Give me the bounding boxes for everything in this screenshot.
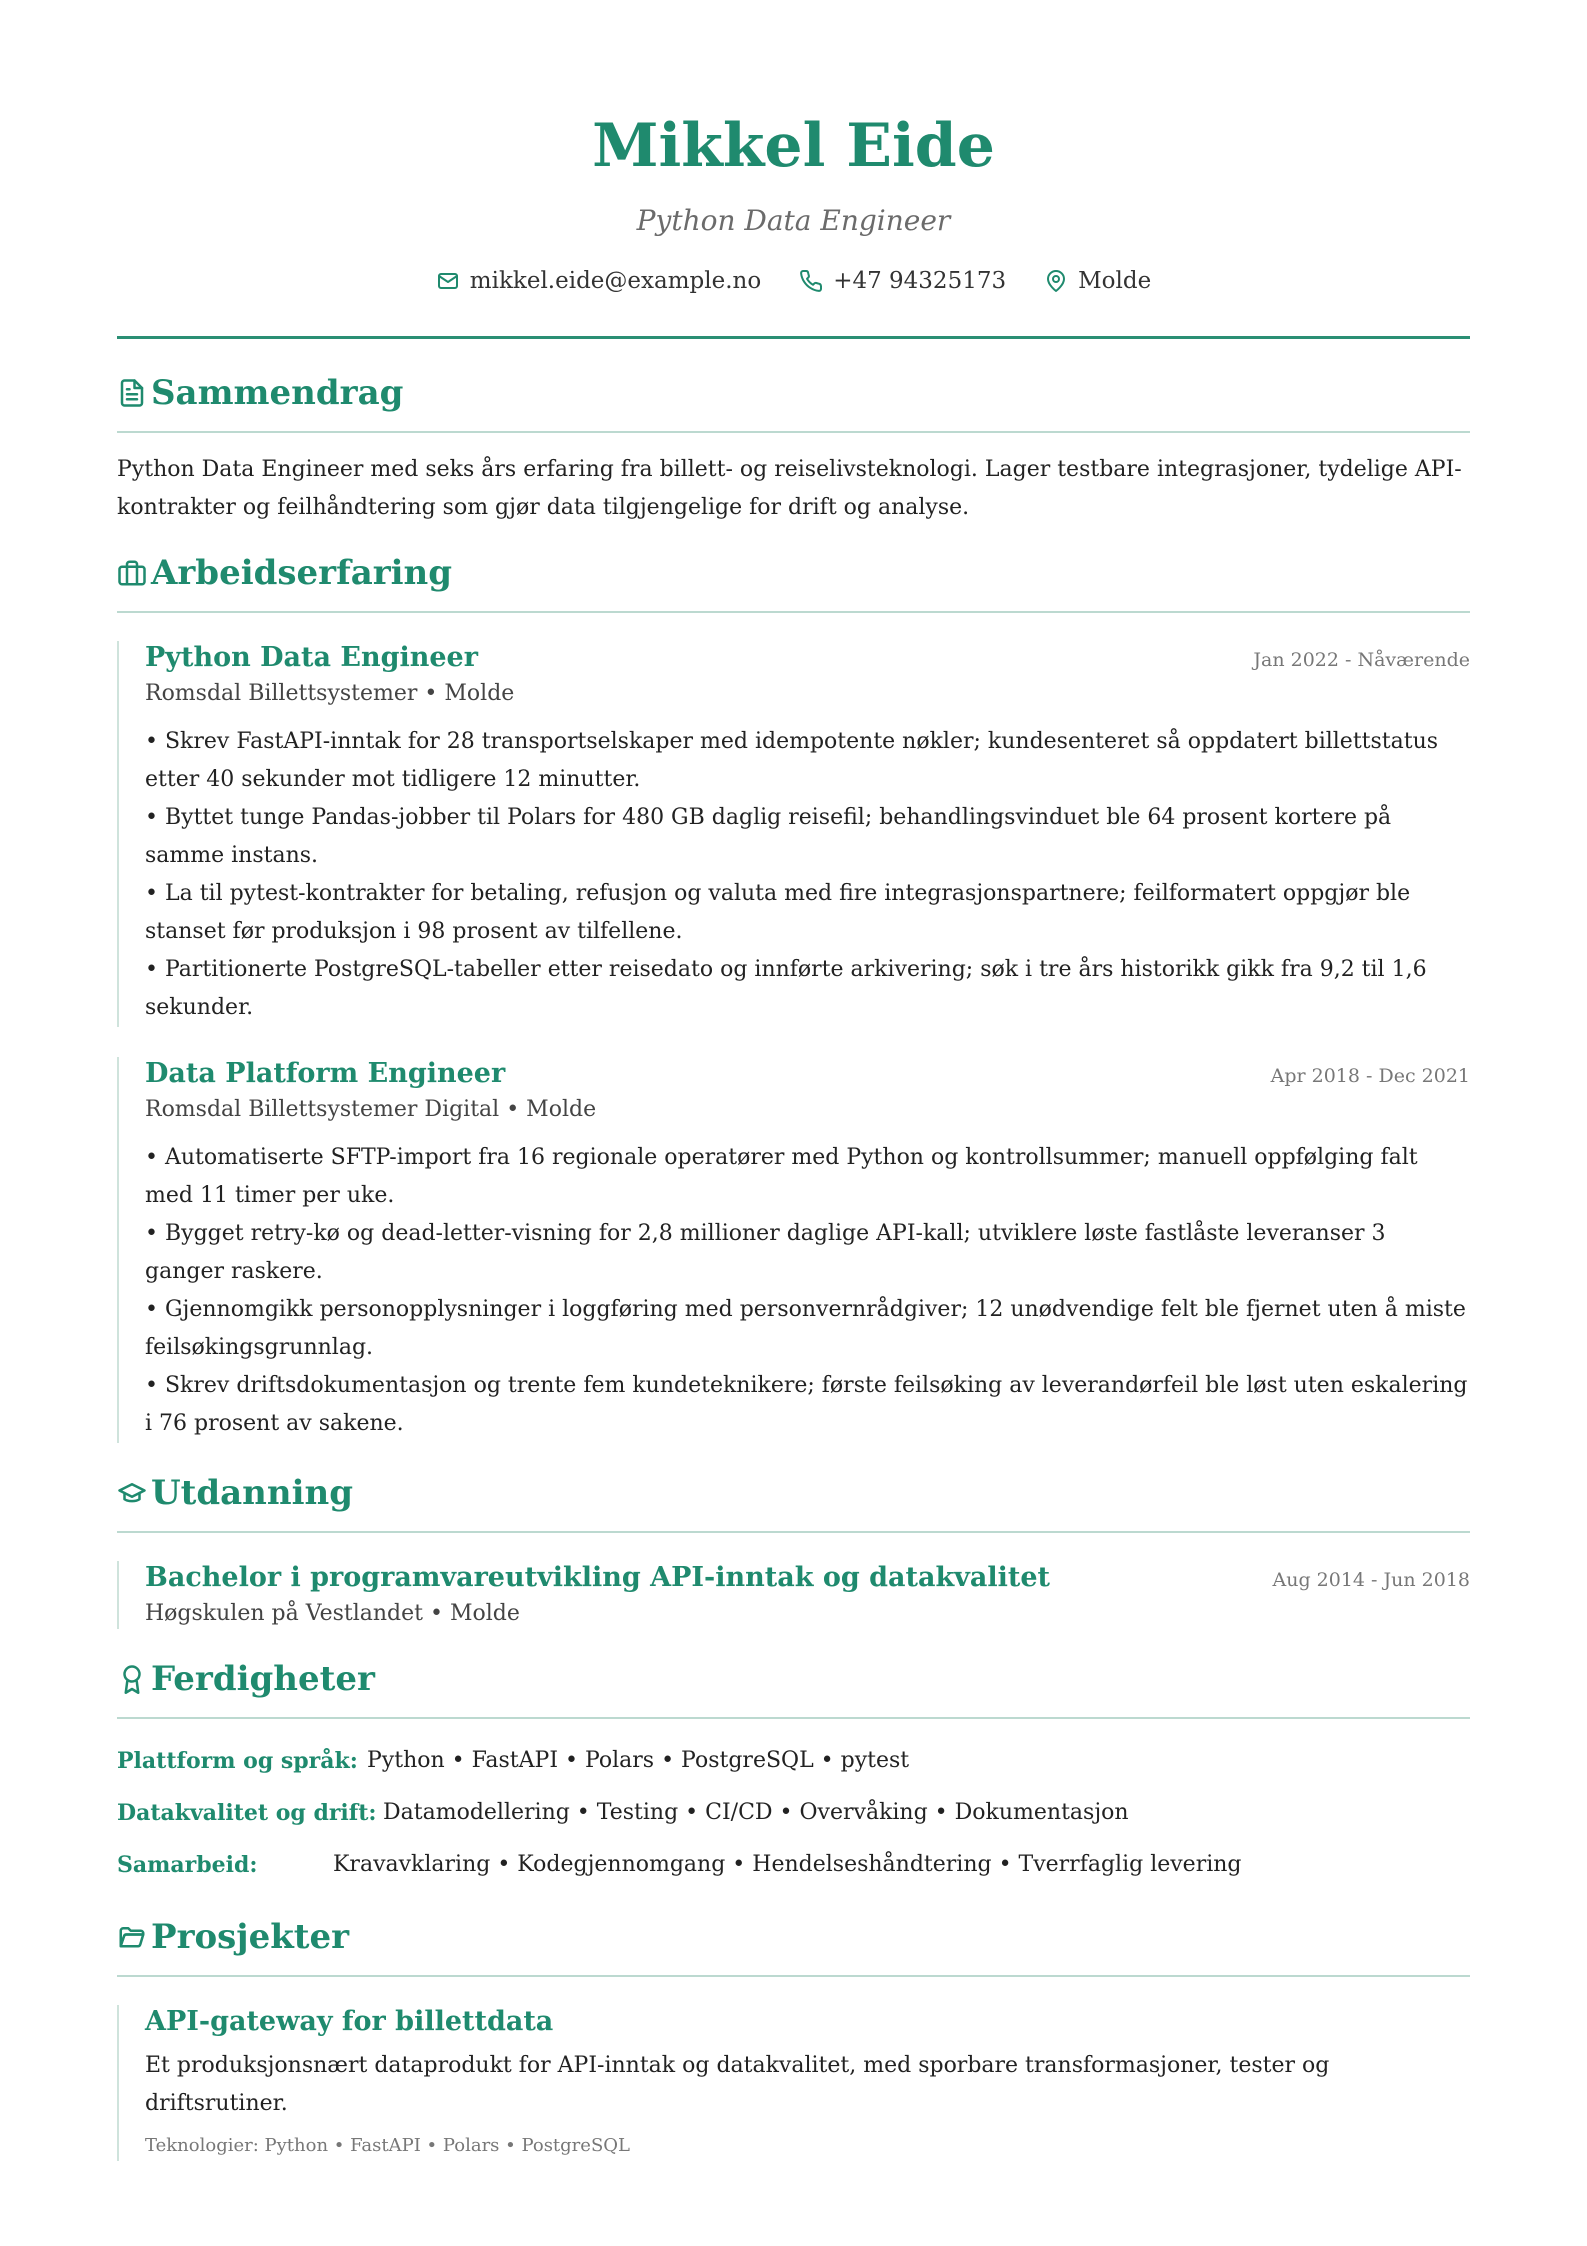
bullet-item: • Partitionerte PostgreSQL-tabeller etter reisedato og innførte arkivering; søk i tre års historikk gikk fra 9,2 til 1,6 sekunder. bbox=[145, 957, 1427, 1020]
skill-items: Kravavklaring • Kodegjennomgang • Hendelseshåndtering • Tverrfaglig levering bbox=[333, 1852, 1242, 1877]
degree-title: Bachelor i programvareutvikling API-inntak og datakvalitet bbox=[145, 1562, 1050, 1593]
summary-heading: Sammendrag bbox=[151, 373, 404, 413]
header-divider bbox=[117, 336, 1470, 339]
bullet-item: • Gjennomgikk personopplysninger i loggføring med personvernrådgiver; 12 unødvendige felt ble fjernet uten å miste feilsøkingsgrunnlag. bbox=[145, 1297, 1466, 1360]
skills-list bbox=[117, 1735, 1470, 1891]
bullet-item: • Byttet tunge Pandas-jobber til Polars for 480 GB daglig reisefil; behandlingsvinduet ble 64 prosent kortere på samme instans. bbox=[145, 805, 1392, 868]
document-icon bbox=[117, 378, 147, 408]
map-pin-icon bbox=[1044, 269, 1068, 293]
skills-heading: Ferdigheter bbox=[151, 1659, 375, 1699]
phone-icon bbox=[799, 269, 823, 293]
job-bullets bbox=[145, 723, 1470, 1027]
email-text: mikkel.eide@example.no bbox=[469, 268, 762, 294]
skill-row bbox=[117, 1787, 1470, 1839]
bullet-item: • Automatiserte SFTP-import fra 16 regionale operatører med Python og kontrollsummer; manuell oppfølging falt med 11 timer per uke. bbox=[145, 1145, 1418, 1208]
contact-email[interactable] bbox=[436, 266, 761, 296]
bullet-item: • Skrev FastAPI-inntak for 28 transportselskaper med idempotente nøkler; kundesenteret så oppdatert billettstatus etter 40 sekunder mot tidligere 12 minutter. bbox=[145, 729, 1439, 792]
job-entry bbox=[117, 641, 1470, 1027]
job-title: Python Data Engineer bbox=[636, 204, 951, 237]
job-dates: Apr 2018 - Dec 2021 bbox=[1270, 1065, 1470, 1087]
summary-text: Python Data Engineer med seks års erfaring fra billett- og reiselivsteknologi. Lager testbare integrasjoner, tydelige API-kontrakter og feilhåndtering som gjør data tilgjengelige for drift og analyse. bbox=[117, 457, 1462, 520]
skills-section bbox=[117, 1659, 1470, 1891]
location-text: Molde bbox=[1078, 268, 1152, 294]
projects-section bbox=[117, 1917, 1470, 2161]
education-dates: Aug 2014 - Jun 2018 bbox=[1272, 1569, 1470, 1591]
summary-section bbox=[117, 373, 1470, 527]
skill-label: Samarbeid: bbox=[117, 1852, 258, 1878]
section-heading bbox=[117, 1659, 1470, 1719]
skill-items: Datamodellering • Testing • CI/CD • Overvåking • Dokumentasjon bbox=[383, 1800, 1129, 1825]
skill-label: Datakvalitet og drift: bbox=[117, 1800, 377, 1826]
job-company: Romsdal Billettsystemer • Molde bbox=[145, 681, 515, 706]
person-name: Mikkel Eide bbox=[592, 111, 995, 181]
skill-row bbox=[117, 1839, 1470, 1891]
skill-label: Plattform og språk: bbox=[117, 1748, 358, 1774]
skill-row bbox=[117, 1735, 1470, 1787]
contact-info bbox=[117, 266, 1470, 296]
section-heading bbox=[117, 1473, 1470, 1533]
award-icon bbox=[117, 1664, 147, 1694]
job-title: Data Platform Engineer bbox=[145, 1058, 506, 1089]
project-title: API-gateway for billettdata bbox=[145, 2006, 554, 2037]
folder-icon bbox=[117, 1922, 147, 1952]
job-dates: Jan 2022 - Nåværende bbox=[1253, 649, 1470, 671]
skill-items: Python • FastAPI • Polars • PostgreSQL • pytest bbox=[367, 1748, 910, 1773]
bullet-item: • Bygget retry-kø og dead-letter-visning for 2,8 millioner daglige API-kall; utviklere løste fastlåste leveranser 3 ganger raskere. bbox=[145, 1221, 1386, 1284]
school-name: Høgskulen på Vestlandet • Molde bbox=[145, 1601, 520, 1626]
contact-phone[interactable] bbox=[799, 266, 1006, 296]
project-tech: Teknologier: Python • FastAPI • Polars • PostgreSQL bbox=[145, 2135, 630, 2156]
job-bullets bbox=[145, 1139, 1470, 1443]
mail-icon bbox=[436, 269, 460, 293]
briefcase-icon bbox=[117, 558, 147, 588]
education-heading: Utdanning bbox=[151, 1473, 354, 1513]
experience-section bbox=[117, 553, 1470, 1443]
section-heading bbox=[117, 553, 1470, 613]
resume-header bbox=[117, 0, 1470, 339]
bullet-item: • La til pytest-kontrakter for betaling, refusjon og valuta med fire integrasjonspartnere; feilformatert oppgjør ble stanset før produksjon i 98 prosent av tilfellene. bbox=[145, 881, 1411, 944]
phone-text: +47 94325173 bbox=[833, 268, 1007, 294]
job-entry bbox=[117, 1057, 1470, 1443]
section-heading bbox=[117, 1917, 1470, 1977]
job-title: Python Data Engineer bbox=[145, 642, 478, 673]
education-section bbox=[117, 1473, 1470, 1629]
section-heading bbox=[117, 373, 1470, 433]
projects-heading: Prosjekter bbox=[151, 1917, 350, 1957]
contact-location bbox=[1044, 266, 1151, 296]
project-description: Et produksjonsnært dataprodukt for API-inntak og datakvalitet, med sporbare transformasjoner, tester og driftsrutiner. bbox=[145, 2053, 1330, 2116]
graduation-cap-icon bbox=[117, 1478, 147, 1508]
education-entry bbox=[117, 1561, 1470, 1629]
job-company: Romsdal Billettsystemer Digital • Molde bbox=[145, 1097, 597, 1122]
bullet-item: • Skrev driftsdokumentasjon og trente fem kundeteknikere; første feilsøking av leverandørfeil ble løst uten eskalering i 76 prosent av sakene. bbox=[145, 1373, 1468, 1436]
project-entry bbox=[117, 2005, 1470, 2161]
experience-heading: Arbeidserfaring bbox=[151, 553, 453, 593]
